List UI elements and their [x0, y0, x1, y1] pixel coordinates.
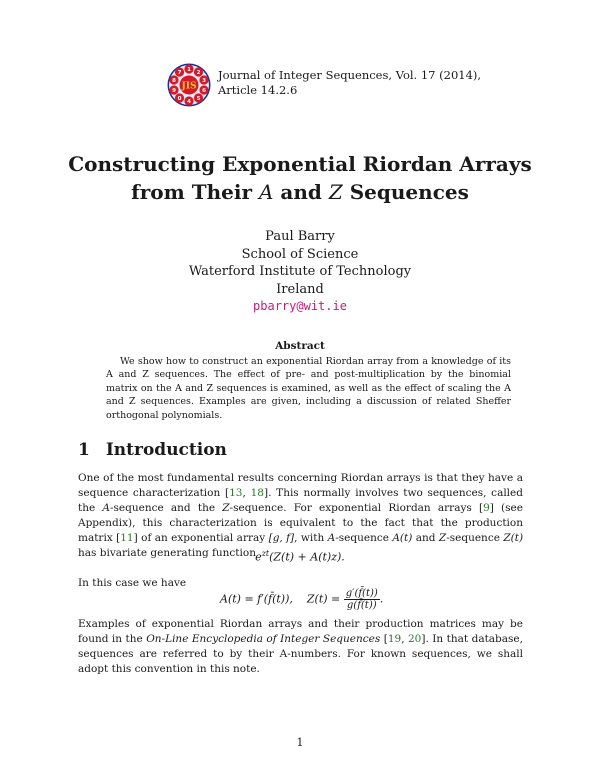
intro-paragraph-3: Examples of exponential Riordan arrays and their production matrices may be found in the On-Line Encyclopedia of Integer Sequences [19, 20]. In that database, sequences are referred to by their A-numbers. For known sequences, we shall adopt this convention in this note. — [78, 618, 523, 675]
citation-link[interactable]: 13 — [229, 487, 243, 499]
section-heading — [78, 440, 243, 460]
paper-title — [40, 150, 560, 206]
logo-digit: 6 — [202, 88, 206, 94]
logo-digit: 2 — [196, 70, 201, 76]
abstract-heading: Abstract — [275, 340, 325, 352]
author-block — [60, 228, 540, 316]
logo-digit: 8 — [172, 78, 176, 84]
journal-article: Article 14.2.6 — [218, 83, 298, 97]
citation-link[interactable]: 19 — [387, 633, 402, 645]
logo-digit: 9 — [172, 88, 176, 94]
journal-line: Journal of Integer Sequences, Vol. 17 (2014), — [218, 68, 482, 82]
logo-digit: 3 — [202, 78, 206, 84]
section-number: 1 — [78, 440, 90, 460]
title-line-1: Constructing Exponential Riordan Arrays — [68, 152, 532, 176]
title-line-2: from Their A and Z Sequences — [131, 180, 469, 204]
page-number: 1 — [296, 736, 304, 749]
journal-citation — [218, 68, 481, 98]
section-title: Introduction — [105, 440, 227, 460]
logo-digit: 5 — [196, 96, 201, 102]
citation-link[interactable]: 20 — [408, 633, 422, 645]
author-institution: Waterford Institute of Technology — [188, 264, 412, 279]
author-country: Ireland — [276, 281, 324, 297]
equation-a-z-sequences: A(t) = f′(f̄(t)), Z(t) = $\frac{g'(f̄(t))}{g(f̄(t))}$ . — [220, 588, 384, 611]
jis-logo — [167, 63, 211, 107]
author-dept: School of Science — [241, 246, 359, 262]
citation-link[interactable]: 11 — [120, 532, 134, 544]
logo-digit: 0 — [177, 96, 182, 102]
logo-digit: 1 — [187, 67, 191, 73]
citation-link[interactable]: 18 — [250, 487, 264, 499]
author-email-link[interactable]: pbarry@wit.ie — [253, 299, 347, 313]
intro-paragraph-1: One of the most fundamental results concerning Riordan arrays is that they have a sequence characterization [13, 18]. This normally involves two sequences, called the A-sequence and the Z-sequence. For exponential Riordan arrays [9] (see Appendix), this characterization is equivalent to the fact that the production matrix [11] of an exponential array [g, f], with A-sequence A(t) and Z-sequence Z(t) has bivariate generating function — [78, 472, 524, 559]
author-name: Paul Barry — [265, 229, 335, 244]
logo-digit: 7 — [177, 70, 182, 76]
logo-text: JIS — [181, 81, 197, 92]
abstract-text: We show how to construct an exponential Riordan array from a knowledge of its A and Z sequences. The effect of pre- and post-multiplication by the binomial matrix on the A and Z sequences is examined, as well as the effect of scaling the A and Z sequences. Examples are given, including a discussion of related Sheffer orthogonal polynomials. — [106, 356, 511, 421]
oeis-title: On-Line Encyclopedia of Integer Sequences — [146, 633, 381, 645]
fraction: $\frac{g'(f̄(t))}{g(f̄(t))}$ — [345, 588, 378, 611]
citation-link[interactable]: 9 — [483, 502, 490, 514]
equation-generating-function: $e^{zt}(Z(t) + A(t)z)$. — [255, 549, 345, 564]
logo-digit: 4 — [187, 99, 191, 105]
intro-paragraph-2: In this case we have — [78, 577, 187, 589]
